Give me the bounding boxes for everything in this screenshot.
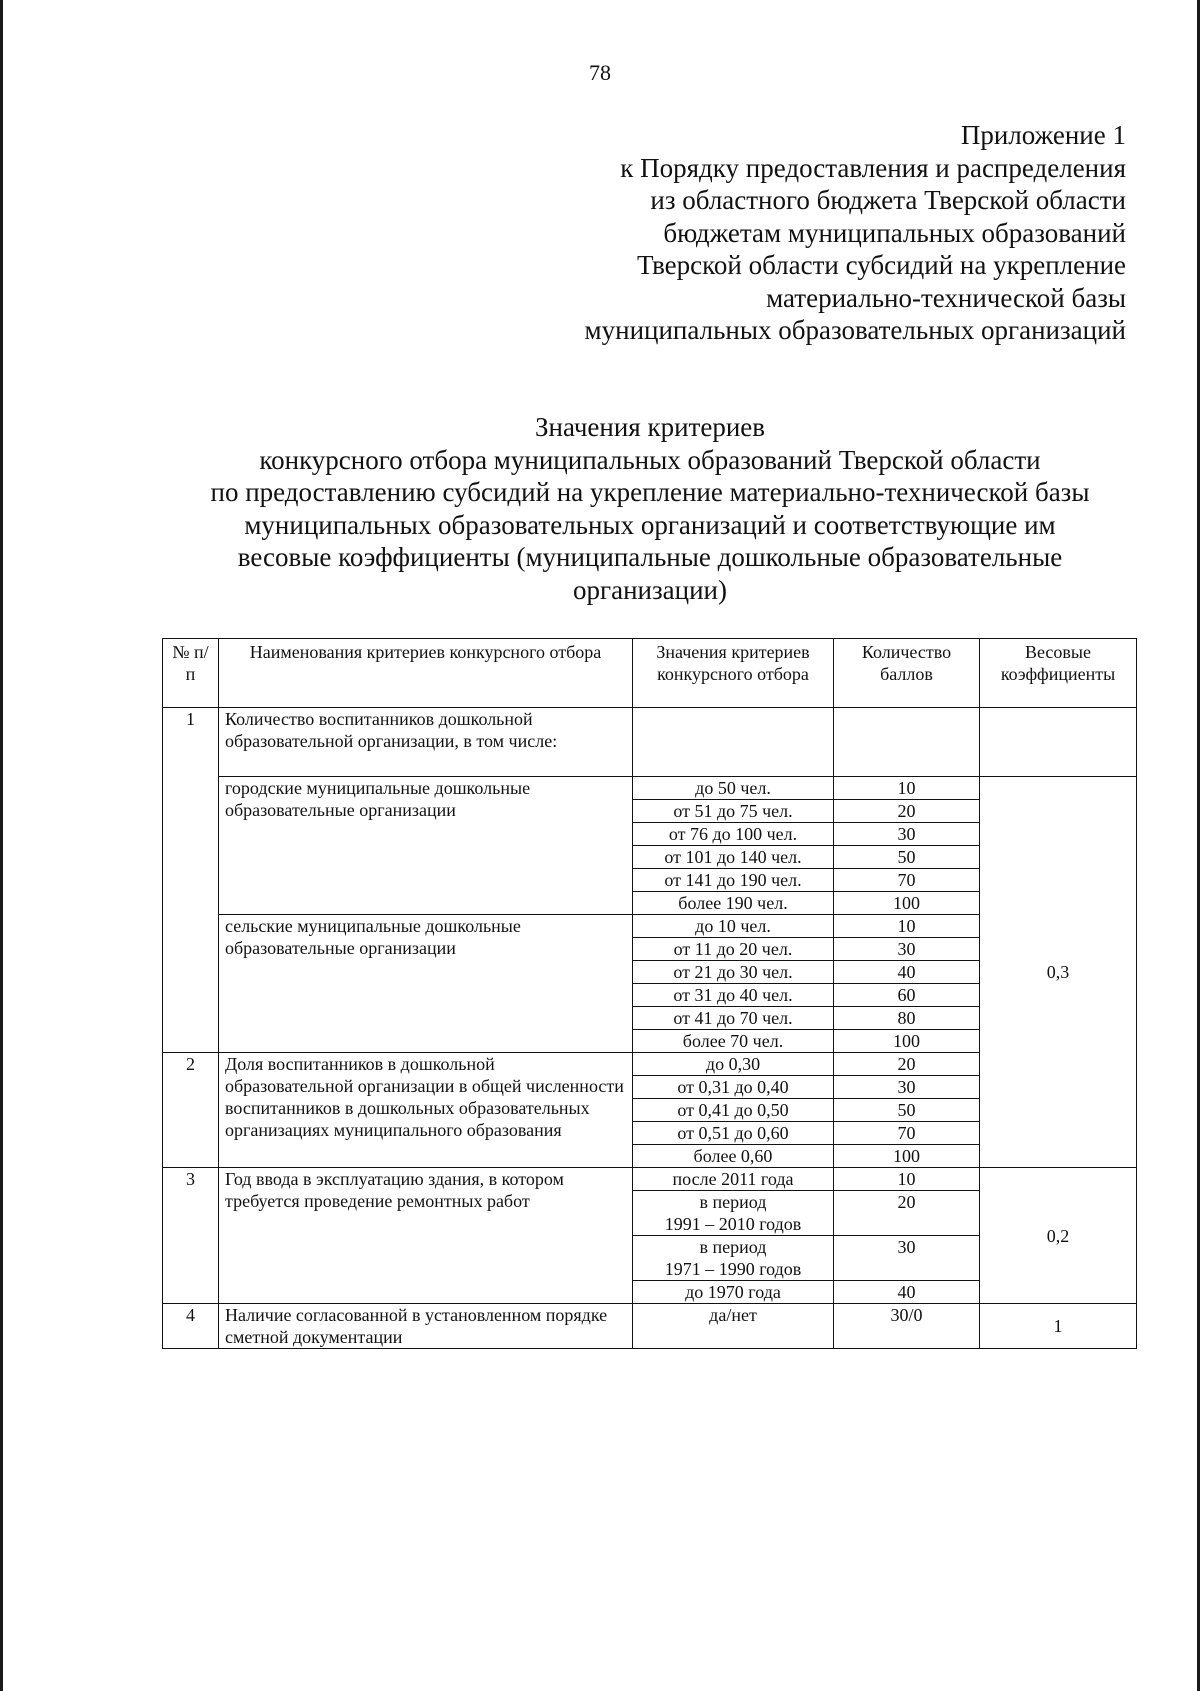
- value-line: в период: [699, 1192, 767, 1212]
- criterion-points: 20: [834, 1191, 980, 1236]
- criterion-points: 10: [834, 777, 980, 800]
- title-line: конкурсного отбора муниципальных образований Тверской области: [259, 444, 1041, 475]
- table-cell-empty: [834, 708, 980, 777]
- appendix-line: к Порядку предоставления и распределения: [620, 152, 1126, 183]
- value-line: 1971 – 1990 годов: [664, 1259, 802, 1279]
- weight-coefficient-4: 1: [980, 1304, 1137, 1349]
- criterion-value: более 190 чел.: [633, 892, 834, 915]
- criterion-4-num: 4: [163, 1304, 219, 1349]
- header-num: № п/п: [163, 639, 219, 708]
- title-line: по предоставлению субсидий на укрепление материально-технической базы: [210, 477, 1090, 507]
- criteria-table: [162, 638, 1137, 1349]
- criterion-points: 50: [834, 846, 980, 869]
- appendix-line: Тверской области субсидий на укрепление: [636, 250, 1126, 280]
- criterion-value: до 50 чел.: [633, 777, 834, 800]
- criterion-value: до 1970 года: [633, 1281, 834, 1304]
- criterion-points: 60: [834, 984, 980, 1007]
- criterion-points: 40: [834, 1281, 980, 1304]
- document-title: [160, 411, 1140, 606]
- criterion-points: 50: [834, 1099, 980, 1122]
- criterion-value: до 0,30: [633, 1053, 834, 1076]
- blank-page-area: [0, 1400, 1200, 1691]
- criterion-value: более 0,60: [633, 1145, 834, 1168]
- criterion-points: 30: [834, 1076, 980, 1099]
- criterion-value: от 41 до 70 чел.: [633, 1007, 834, 1030]
- appendix-line: материально-технической базы: [766, 282, 1126, 313]
- appendix-heading: [426, 119, 1126, 347]
- criterion-points: 20: [834, 1053, 980, 1076]
- criterion-points: 30/0: [834, 1304, 980, 1349]
- criterion-points: 30: [834, 823, 980, 846]
- table-row: [163, 777, 1137, 800]
- criterion-value: от 101 до 140 чел.: [633, 846, 834, 869]
- criterion-value: от 0,31 до 0,40: [633, 1076, 834, 1099]
- appendix-line: муниципальных образовательных организаций: [584, 315, 1126, 345]
- criterion-points: 100: [834, 892, 980, 915]
- header-weight: Весовые коэффициенты: [980, 639, 1137, 708]
- title-line: организации): [573, 574, 727, 605]
- criterion-points: 30: [834, 1236, 980, 1281]
- title-line: Значения критериев: [534, 412, 766, 442]
- criterion-3-num: 3: [163, 1168, 219, 1304]
- criterion-points: 20: [834, 800, 980, 823]
- criterion-value: от 0,51 до 0,60: [633, 1122, 834, 1145]
- value-line: 1991 – 2010 годов: [664, 1214, 802, 1234]
- criterion-points: 30: [834, 938, 980, 961]
- criterion-value: от 0,41 до 0,50: [633, 1099, 834, 1122]
- appendix-line: бюджетам муниципальных образований: [663, 217, 1126, 248]
- criterion-points: 80: [834, 1007, 980, 1030]
- table-row: [163, 1168, 1137, 1191]
- criterion-points: 100: [834, 1030, 980, 1053]
- criterion-value: от 76 до 100 чел.: [633, 823, 834, 846]
- title-line: муниципальных образовательных организаций и соответствующие им: [244, 509, 1056, 540]
- criterion-1-num: 1: [163, 708, 219, 1053]
- page-number: 78: [589, 60, 611, 85]
- criterion-1-urban-name: городские муниципальные дошкольные образовательные организации: [219, 777, 633, 915]
- value-line: в период: [699, 1237, 767, 1257]
- title-line: весовые коэффициенты (муниципальные дошкольные образовательные: [237, 542, 1063, 572]
- criterion-1-name: Количество воспитанников дошкольной образовательной организации, в том числе:: [219, 708, 633, 777]
- criterion-value: от 21 до 30 чел.: [633, 961, 834, 984]
- criterion-3-name: Год ввода в эксплуатацию здания, в котором требуется проведение ремонтных работ: [219, 1168, 633, 1304]
- criterion-points: 40: [834, 961, 980, 984]
- criterion-points: 70: [834, 869, 980, 892]
- criterion-value: да/нет: [633, 1304, 834, 1349]
- criterion-points: 10: [834, 915, 980, 938]
- table-header-row: [163, 639, 1137, 708]
- weight-coefficient-3: 0,2: [980, 1168, 1137, 1304]
- weight-coefficient-1-2: 0,3: [980, 777, 1137, 1168]
- criterion-value: [633, 1191, 834, 1236]
- criterion-value: более 70 чел.: [633, 1030, 834, 1053]
- criterion-points: 10: [834, 1168, 980, 1191]
- criterion-value: от 31 до 40 чел.: [633, 984, 834, 1007]
- appendix-line: из областного бюджета Тверской области: [650, 185, 1126, 215]
- criterion-value: от 141 до 190 чел.: [633, 869, 834, 892]
- table-row: [163, 708, 1137, 777]
- table-cell-empty: [980, 708, 1137, 777]
- header-value: Значения критериев конкурсного отбора: [633, 639, 834, 708]
- criterion-2-name: Доля воспитанников в дошкольной образовательной организации в общей численности воспитанников в дошкольных образовательных организациях муниципального образования: [219, 1053, 633, 1168]
- criterion-1-rural-name: сельские муниципальные дошкольные образовательные организации: [219, 915, 633, 1053]
- criterion-value: после 2011 года: [633, 1168, 834, 1191]
- table-cell-empty: [633, 708, 834, 777]
- criterion-2-num: 2: [163, 1053, 219, 1168]
- header-name: Наименования критериев конкурсного отбора: [219, 639, 633, 708]
- header-points: Количество баллов: [834, 639, 980, 708]
- criterion-4-name: Наличие согласованной в установленном порядке сметной документации: [219, 1304, 633, 1349]
- criterion-points: 70: [834, 1122, 980, 1145]
- criterion-value: [633, 1236, 834, 1281]
- criterion-value: от 11 до 20 чел.: [633, 938, 834, 961]
- criterion-value: до 10 чел.: [633, 915, 834, 938]
- criterion-points: 100: [834, 1145, 980, 1168]
- table-row: [163, 1304, 1137, 1349]
- criterion-value: от 51 до 75 чел.: [633, 800, 834, 823]
- appendix-line: Приложение 1: [960, 120, 1126, 150]
